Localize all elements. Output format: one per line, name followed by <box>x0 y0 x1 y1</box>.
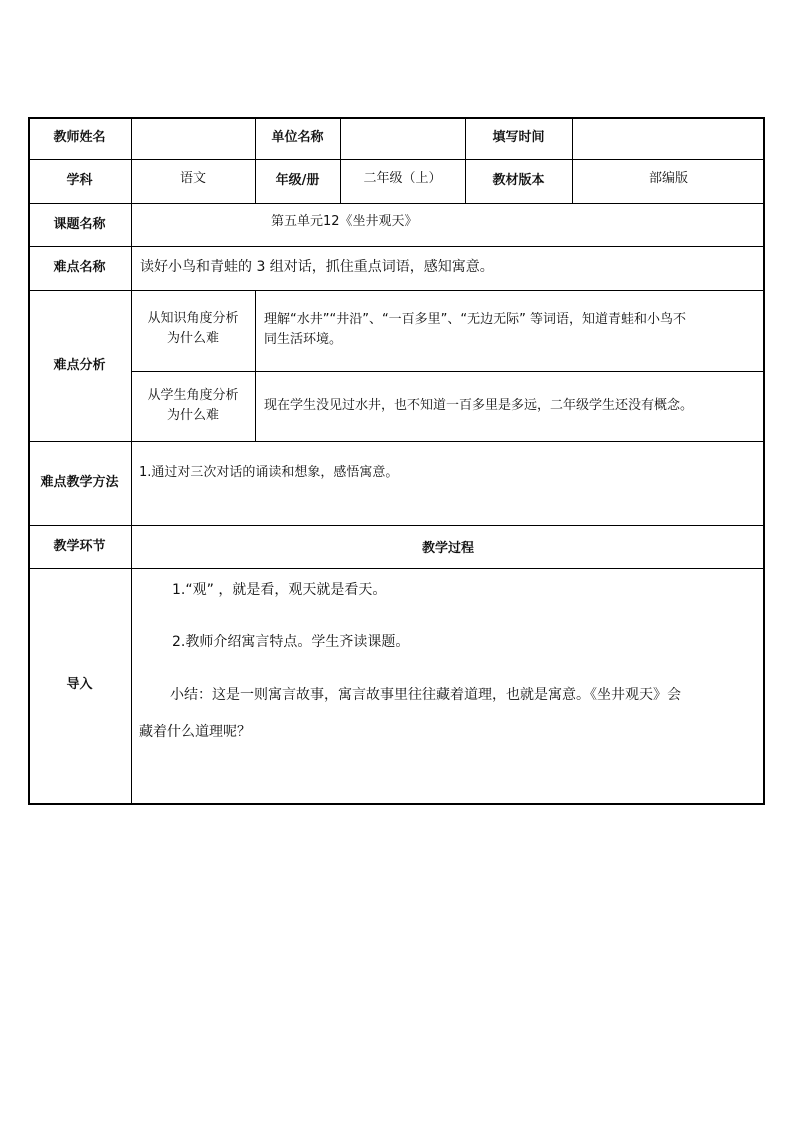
fill-time-label: 填写时间 <box>492 130 545 145</box>
intro-process-content <box>131 568 765 804</box>
table-border-right <box>763 117 765 805</box>
intro-summary-line-2: 藏着什么道理呢？ <box>139 724 251 740</box>
student-angle-label <box>131 371 255 441</box>
subject-label: 学科 <box>66 173 93 188</box>
intro-line-2: 2.教师介绍寓言特点。学生齐读课题。 <box>172 634 410 650</box>
intro-line-1: 1.“观” ，就是看，观天就是看天。 <box>172 582 387 598</box>
grade-label: 年级/册 <box>275 173 320 188</box>
knowledge-angle-label <box>131 290 255 371</box>
knowledge-angle-text-line1: 理解“水井”“井沿”、“一百多里”、“无边无际” 等词语，知道青蛙和小鸟不 <box>264 311 687 327</box>
knowledge-angle-label-line1: 从知识角度分析 <box>147 310 239 326</box>
difficulty-value: 读好小鸟和青蛙的 3 组对话，抓住重点词语，感知寓意。 <box>140 259 494 275</box>
method-value: 1.通过对三次对话的诵读和想象，感悟寓意。 <box>139 465 399 480</box>
fill-time-value <box>572 117 765 159</box>
stage-header: 教学环节 <box>53 538 106 554</box>
column-divider <box>131 117 132 805</box>
student-angle-label-line1: 从学生角度分析 <box>147 388 239 403</box>
column-divider <box>465 117 466 203</box>
analysis-label: 难点分析 <box>53 357 106 373</box>
unit-name-label: 单位名称 <box>271 130 324 145</box>
unit-name-value <box>340 117 465 159</box>
row-divider <box>28 525 765 526</box>
knowledge-angle-label-line2: 为什么难 <box>166 330 219 346</box>
student-angle-label-line2: 为什么难 <box>166 408 219 423</box>
column-divider <box>255 290 256 441</box>
subject-value: 语文 <box>179 171 206 186</box>
row-divider <box>28 568 765 569</box>
column-divider <box>340 117 341 203</box>
column-divider <box>572 117 573 203</box>
lesson-plan-table <box>28 117 765 804</box>
row-divider <box>131 371 765 372</box>
row-divider <box>28 203 765 204</box>
column-divider <box>255 117 256 203</box>
difficulty-label: 难点名称 <box>53 260 106 275</box>
method-label: 难点教学方法 <box>40 475 119 490</box>
topic-value: 第五单元12《坐井观天》 <box>271 213 418 229</box>
row-divider <box>28 159 765 160</box>
table-border-bottom <box>28 803 765 805</box>
row-divider <box>28 290 765 291</box>
table-border-left <box>28 117 30 805</box>
edition-label: 教材版本 <box>492 173 545 188</box>
grade-value: 二年级（上） <box>363 171 442 186</box>
intro-summary-line-1: 小结：这是一则寓言故事，寓言故事里往往藏着道理，也就是寓意。《坐井观天》会 <box>170 687 681 703</box>
stage-intro-label: 导入 <box>66 677 93 692</box>
row-divider <box>28 441 765 442</box>
teacher-name-value <box>131 117 255 159</box>
teacher-name-label: 教师姓名 <box>53 130 106 145</box>
edition-value: 部编版 <box>648 171 688 186</box>
topic-label: 课题名称 <box>53 216 106 232</box>
row-divider <box>28 246 765 247</box>
process-header: 教学过程 <box>421 540 474 556</box>
table-border-top <box>28 117 765 119</box>
knowledge-angle-text <box>255 290 765 371</box>
knowledge-angle-text-line2: 同生活环境。 <box>264 331 343 347</box>
student-angle-text: 现在学生没见过水井，也不知道一百多里是多远，二年级学生还没有概念。 <box>264 398 694 413</box>
